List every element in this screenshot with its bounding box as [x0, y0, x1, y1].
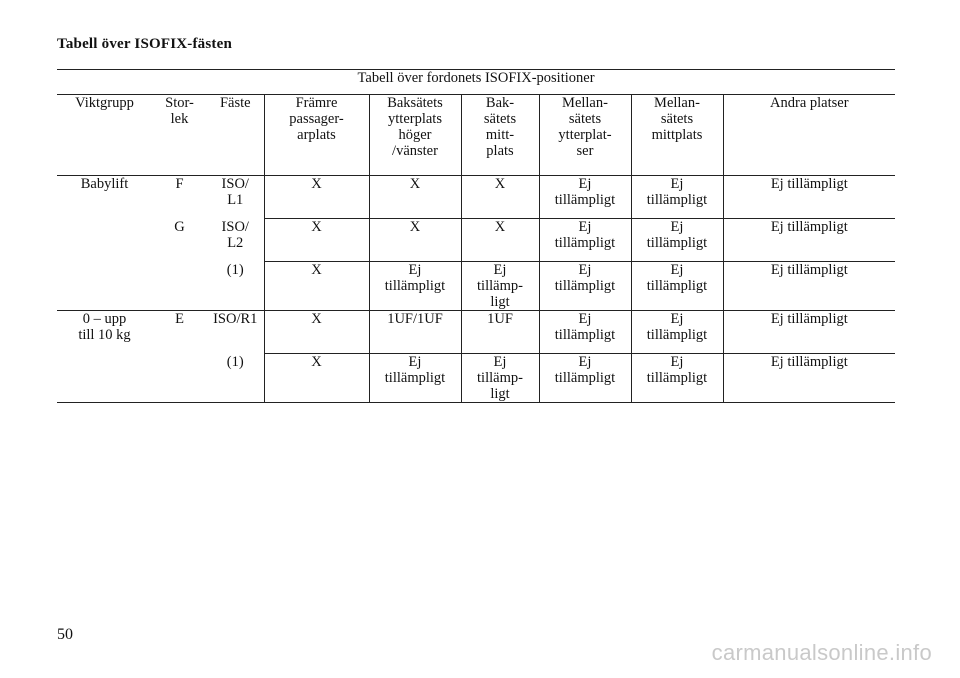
- table-row: [57, 311, 895, 354]
- table-row: [57, 219, 895, 262]
- table-cell: 1UF/1UF: [369, 311, 461, 354]
- table-cell: Ej tillämpligt: [631, 176, 723, 219]
- table-cell: Ej tillämpligt: [723, 262, 895, 311]
- table-row: [57, 176, 895, 219]
- table-cell: X: [264, 176, 369, 219]
- table-cell: Ej tillämpligt: [631, 311, 723, 354]
- table-cell: X: [461, 219, 539, 262]
- column-header: Bak- sätets mitt- plats: [461, 95, 539, 176]
- table-cell: Ej tillämpligt: [539, 219, 631, 262]
- column-header: Viktgrupp: [57, 95, 152, 176]
- table-cell: X: [369, 176, 461, 219]
- table-row: [57, 354, 895, 403]
- table-cell: Ej tillämpligt: [723, 219, 895, 262]
- column-header: Främre passager- arplats: [264, 95, 369, 176]
- table-cell: X: [369, 219, 461, 262]
- column-header: Andra platser: [723, 95, 895, 176]
- table-cell: Ej tillämpligt: [539, 176, 631, 219]
- table-cell: Ej tillämp- ligt: [461, 354, 539, 403]
- table-cell: Ej tillämpligt: [369, 262, 461, 311]
- table-cell: G: [174, 218, 185, 235]
- table-cell: Ej tillämpligt: [539, 262, 631, 311]
- table-cell: [152, 262, 207, 311]
- table-caption: Tabell över fordonets ISOFIX-positioner: [57, 70, 895, 95]
- table-cell: Ej tillämpligt: [631, 354, 723, 403]
- table-cell: Ej tillämpligt: [723, 354, 895, 403]
- table-caption-row: [57, 70, 895, 95]
- table-row: [57, 262, 895, 311]
- table-cell: Ej tillämp- ligt: [461, 262, 539, 311]
- table-cell: Ej tillämpligt: [723, 176, 895, 219]
- column-header: Baksätets ytterplats höger /vänster: [369, 95, 461, 176]
- table-cell: X: [461, 176, 539, 219]
- table-cell: Ej tillämpligt: [539, 354, 631, 403]
- watermark: carmanualsonline.info: [711, 640, 932, 665]
- page-number: 50: [57, 626, 73, 643]
- weight-group-cell: 0 – upp till 10 kg: [57, 311, 152, 403]
- section-title: Tabell över ISOFIX-fästen: [57, 36, 233, 52]
- table-cell: Ej tillämpligt: [631, 262, 723, 311]
- table-header-row: [57, 95, 895, 176]
- table-cell: ISO/ L1: [221, 176, 249, 208]
- table-cell: X: [264, 354, 369, 403]
- table-cell: 1UF: [461, 311, 539, 354]
- table-cell: ISO/R1: [213, 311, 258, 327]
- table-cell: (1): [207, 354, 264, 403]
- table-cell: E: [175, 311, 184, 327]
- column-header: Fäste: [207, 95, 264, 176]
- table-cell: Ej tillämpligt: [723, 311, 895, 354]
- column-header: Stor- lek: [152, 95, 207, 176]
- table-cell: X: [264, 219, 369, 262]
- column-header: Mellan- sätets mittplats: [631, 95, 723, 176]
- table-cell: F: [175, 176, 184, 192]
- isofix-table: [57, 69, 895, 403]
- table-body: [57, 176, 895, 403]
- table-cell: ISO/ L2: [221, 218, 249, 251]
- table-cell: [152, 354, 207, 403]
- column-header: Mellan- sätets ytterplat- ser: [539, 95, 631, 176]
- table-cell: X: [264, 262, 369, 311]
- table-cell: (1): [207, 262, 264, 311]
- weight-group-cell: Babylift: [57, 176, 152, 311]
- table-cell: Ej tillämpligt: [539, 311, 631, 354]
- table-cell: X: [264, 311, 369, 354]
- table-cell: Ej tillämpligt: [369, 354, 461, 403]
- table-cell: Ej tillämpligt: [631, 219, 723, 262]
